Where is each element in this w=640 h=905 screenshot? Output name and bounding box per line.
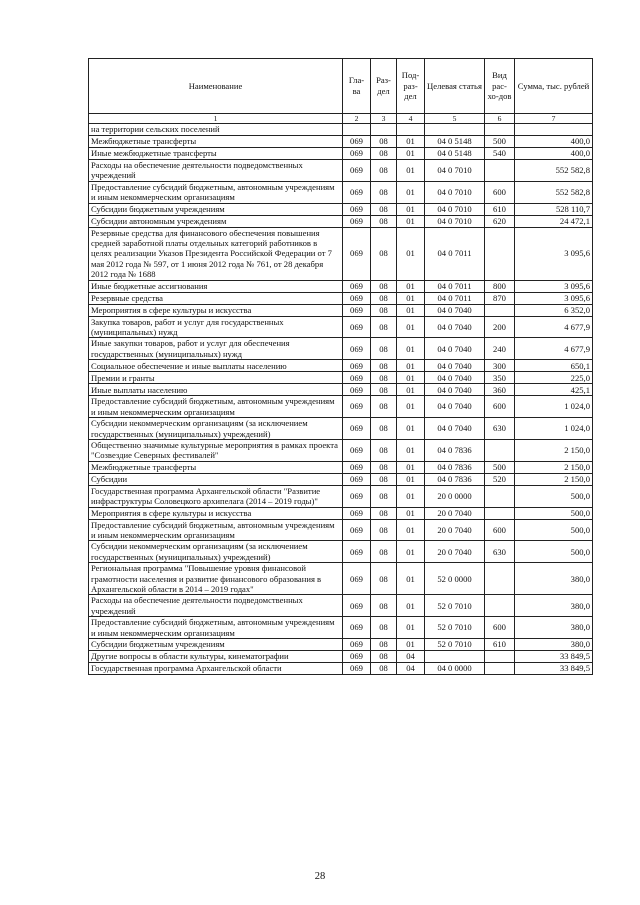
cell-name: Социальное обеспечение и иные выплаты населению [89, 360, 343, 372]
cell-chapter: 069 [343, 461, 371, 473]
cell-chapter: 069 [343, 136, 371, 148]
cell-expense-type: 630 [485, 541, 515, 563]
cell-section: 08 [371, 485, 397, 507]
table-row [89, 418, 593, 440]
cell-subsection: 01 [397, 595, 425, 617]
cell-section: 08 [371, 215, 397, 227]
cell-amount: 3 095,6 [515, 292, 593, 304]
table-row [89, 617, 593, 639]
cell-target: 04 0 7040 [425, 396, 485, 418]
budget-page [88, 58, 592, 675]
cell-subsection: 01 [397, 541, 425, 563]
cell-subsection: 01 [397, 519, 425, 541]
cell-expense-type: 800 [485, 280, 515, 292]
cell-expense-type [485, 651, 515, 663]
cell-section: 08 [371, 160, 397, 182]
table-row [89, 519, 593, 541]
cell-amount: 380,0 [515, 639, 593, 651]
cell-amount: 6 352,0 [515, 304, 593, 316]
cell-chapter: 069 [343, 148, 371, 160]
header-row [89, 59, 593, 114]
table-row [89, 304, 593, 316]
table-row [89, 124, 593, 136]
cell-amount: 4 677,9 [515, 338, 593, 360]
cell-subsection: 01 [397, 507, 425, 519]
cell-target: 04 0 7011 [425, 280, 485, 292]
table-row [89, 292, 593, 304]
cell-chapter: 069 [343, 473, 371, 485]
cell-target: 20 0 7040 [425, 519, 485, 541]
cell-expense-type: 600 [485, 519, 515, 541]
cell-section: 08 [371, 418, 397, 440]
cell-chapter: 069 [343, 485, 371, 507]
budget-table [88, 58, 593, 675]
cell-expense-type: 620 [485, 215, 515, 227]
cell-target: 04 0 7040 [425, 360, 485, 372]
table-row [89, 203, 593, 215]
cell-amount: 3 095,6 [515, 227, 593, 280]
cell-target: 04 0 7040 [425, 338, 485, 360]
cell-subsection: 01 [397, 215, 425, 227]
cell-section: 08 [371, 227, 397, 280]
cell-name: Расходы на обеспечение деятельности подведомственных учреждений [89, 160, 343, 182]
cell-name: Общественно значимые культурные мероприятия в рамках проекта "Созвездие Северных фестивалей" [89, 439, 343, 461]
cell-amount: 2 150,0 [515, 473, 593, 485]
table-row [89, 663, 593, 675]
cell-subsection: 01 [397, 563, 425, 595]
cell-section: 08 [371, 338, 397, 360]
cell-target: 20 0 7040 [425, 541, 485, 563]
cell-subsection: 01 [397, 639, 425, 651]
cell-expense-type: 520 [485, 473, 515, 485]
cell-target: 04 0 7010 [425, 215, 485, 227]
cell-target: 04 0 7836 [425, 473, 485, 485]
cell-chapter: 069 [343, 338, 371, 360]
cell-chapter: 069 [343, 304, 371, 316]
cell-chapter: 069 [343, 292, 371, 304]
column-number: 1 [89, 114, 343, 124]
cell-expense-type [485, 507, 515, 519]
table-row [89, 485, 593, 507]
column-number: 2 [343, 114, 371, 124]
cell-chapter: 069 [343, 617, 371, 639]
cell-amount: 500,0 [515, 485, 593, 507]
cell-target: 04 0 7040 [425, 372, 485, 384]
table-row [89, 148, 593, 160]
cell-name: Субсидии некоммерческим организациям (за исключением государственных (муниципальных) учреждений) [89, 541, 343, 563]
cell-name: Иные выплаты населению [89, 384, 343, 396]
cell-amount: 3 095,6 [515, 280, 593, 292]
cell-section: 08 [371, 519, 397, 541]
cell-subsection [397, 124, 425, 136]
cell-chapter: 069 [343, 384, 371, 396]
cell-amount: 500,0 [515, 519, 593, 541]
cell-expense-type: 500 [485, 136, 515, 148]
cell-section: 08 [371, 617, 397, 639]
header-chapter: Гла-ва [343, 59, 371, 114]
table-row [89, 384, 593, 396]
cell-amount: 425,1 [515, 384, 593, 396]
cell-amount: 500,0 [515, 541, 593, 563]
cell-amount: 2 150,0 [515, 461, 593, 473]
table-row [89, 651, 593, 663]
cell-expense-type: 870 [485, 292, 515, 304]
cell-subsection: 01 [397, 360, 425, 372]
header-target: Целевая статья [425, 59, 485, 114]
cell-target: 04 0 7040 [425, 384, 485, 396]
table-row [89, 507, 593, 519]
table-row [89, 215, 593, 227]
table-row [89, 227, 593, 280]
cell-expense-type: 630 [485, 418, 515, 440]
cell-chapter: 069 [343, 227, 371, 280]
header-amount: Сумма, тыс. рублей [515, 59, 593, 114]
cell-section: 08 [371, 304, 397, 316]
cell-expense-type [485, 124, 515, 136]
table-row [89, 473, 593, 485]
cell-name: Расходы на обеспечение деятельности подведомственных учреждений [89, 595, 343, 617]
cell-name: Субсидии [89, 473, 343, 485]
cell-amount: 528 110,7 [515, 203, 593, 215]
cell-section: 08 [371, 396, 397, 418]
table-row [89, 280, 593, 292]
cell-name: Субсидии некоммерческим организациям (за исключением государственных (муниципальных) учреждений) [89, 418, 343, 440]
cell-chapter: 069 [343, 181, 371, 203]
cell-name: Иные межбюджетные трансферты [89, 148, 343, 160]
cell-section: 08 [371, 360, 397, 372]
cell-target: 04 0 5148 [425, 148, 485, 160]
cell-target: 52 0 7010 [425, 639, 485, 651]
cell-subsection: 01 [397, 485, 425, 507]
cell-chapter: 069 [343, 519, 371, 541]
column-number: 5 [425, 114, 485, 124]
cell-subsection: 01 [397, 227, 425, 280]
cell-subsection: 01 [397, 292, 425, 304]
cell-chapter: 069 [343, 418, 371, 440]
cell-subsection: 01 [397, 203, 425, 215]
cell-expense-type [485, 563, 515, 595]
cell-name: Мероприятия в сфере культуры и искусства [89, 304, 343, 316]
cell-amount: 380,0 [515, 595, 593, 617]
cell-name: Другие вопросы в области культуры, кинематографии [89, 651, 343, 663]
cell-name: Межбюджетные трансферты [89, 136, 343, 148]
table-row [89, 372, 593, 384]
cell-section: 08 [371, 595, 397, 617]
cell-target: 04 0 7836 [425, 461, 485, 473]
column-number-row [89, 114, 593, 124]
cell-name: Государственная программа Архангельской области "Развитие инфраструктуры Соловецкого архипелага (2014 – 2019 годы)" [89, 485, 343, 507]
cell-chapter: 069 [343, 651, 371, 663]
cell-amount: 2 150,0 [515, 439, 593, 461]
cell-section: 08 [371, 473, 397, 485]
cell-target: 04 0 7011 [425, 227, 485, 280]
cell-section: 08 [371, 136, 397, 148]
column-number: 6 [485, 114, 515, 124]
cell-amount [515, 124, 593, 136]
cell-amount: 650,1 [515, 360, 593, 372]
cell-chapter: 069 [343, 595, 371, 617]
cell-section: 08 [371, 203, 397, 215]
table-row [89, 338, 593, 360]
cell-subsection: 01 [397, 396, 425, 418]
cell-expense-type: 540 [485, 148, 515, 160]
cell-section: 08 [371, 384, 397, 396]
cell-subsection: 01 [397, 473, 425, 485]
cell-expense-type: 240 [485, 338, 515, 360]
cell-target: 20 0 0000 [425, 485, 485, 507]
cell-target: 04 0 0000 [425, 663, 485, 675]
cell-chapter: 069 [343, 160, 371, 182]
cell-target: 04 0 7040 [425, 418, 485, 440]
cell-amount: 225,0 [515, 372, 593, 384]
table-row [89, 439, 593, 461]
cell-chapter: 069 [343, 563, 371, 595]
cell-amount: 33 849,5 [515, 651, 593, 663]
cell-amount: 1 024,0 [515, 418, 593, 440]
cell-target: 52 0 7010 [425, 617, 485, 639]
table-row [89, 595, 593, 617]
cell-chapter: 069 [343, 541, 371, 563]
cell-expense-type [485, 439, 515, 461]
cell-section: 08 [371, 439, 397, 461]
cell-subsection: 01 [397, 338, 425, 360]
cell-amount: 33 849,5 [515, 663, 593, 675]
cell-target: 04 0 7011 [425, 292, 485, 304]
cell-name: Премии и гранты [89, 372, 343, 384]
cell-amount: 400,0 [515, 148, 593, 160]
cell-target: 52 0 7010 [425, 595, 485, 617]
cell-amount: 24 472,1 [515, 215, 593, 227]
cell-name: Предоставление субсидий бюджетным, автономным учреждениям и иным некоммерческим организациям [89, 519, 343, 541]
table-row [89, 181, 593, 203]
cell-subsection: 01 [397, 316, 425, 338]
table-row [89, 396, 593, 418]
cell-subsection: 04 [397, 663, 425, 675]
cell-expense-type [485, 663, 515, 675]
cell-section: 08 [371, 651, 397, 663]
cell-subsection: 01 [397, 280, 425, 292]
cell-name: Иные закупки товаров, работ и услуг для обеспечения государственных (муниципальных) нужд [89, 338, 343, 360]
table-row [89, 136, 593, 148]
cell-chapter: 069 [343, 372, 371, 384]
cell-name: Иные бюджетные ассигнования [89, 280, 343, 292]
cell-name: Региональная программа "Повышение уровня финансовой грамотности населения и развитие финансового образования в Архангельской области в 2014 – 2019 годах" [89, 563, 343, 595]
cell-section: 08 [371, 507, 397, 519]
cell-amount: 1 024,0 [515, 396, 593, 418]
header-subsection: Под-раз-дел [397, 59, 425, 114]
cell-name: на территории сельских поселений [89, 124, 343, 136]
cell-expense-type: 300 [485, 360, 515, 372]
cell-chapter: 069 [343, 203, 371, 215]
table-row [89, 360, 593, 372]
cell-section: 08 [371, 639, 397, 651]
cell-expense-type: 600 [485, 181, 515, 203]
column-number: 7 [515, 114, 593, 124]
cell-section [371, 124, 397, 136]
cell-name: Субсидии автономным учреждениям [89, 215, 343, 227]
cell-subsection: 01 [397, 418, 425, 440]
cell-target: 04 0 7836 [425, 439, 485, 461]
cell-name: Закупка товаров, работ и услуг для государственных (муниципальных) нужд [89, 316, 343, 338]
cell-subsection: 01 [397, 372, 425, 384]
header-expense-type: Вид рас-хо-дов [485, 59, 515, 114]
cell-amount: 4 677,9 [515, 316, 593, 338]
column-number: 3 [371, 114, 397, 124]
cell-subsection: 01 [397, 439, 425, 461]
cell-target: 04 0 7010 [425, 203, 485, 215]
cell-chapter: 069 [343, 507, 371, 519]
cell-name: Предоставление субсидий бюджетным, автономным учреждениям и иным некоммерческим организациям [89, 396, 343, 418]
cell-section: 08 [371, 181, 397, 203]
cell-target [425, 651, 485, 663]
cell-subsection: 04 [397, 651, 425, 663]
cell-amount: 552 582,8 [515, 160, 593, 182]
cell-chapter: 069 [343, 396, 371, 418]
cell-chapter [343, 124, 371, 136]
cell-subsection: 01 [397, 136, 425, 148]
table-row [89, 563, 593, 595]
cell-section: 08 [371, 372, 397, 384]
cell-subsection: 01 [397, 304, 425, 316]
page-number: 28 [314, 871, 326, 882]
cell-expense-type [485, 227, 515, 280]
cell-subsection: 01 [397, 461, 425, 473]
cell-chapter: 069 [343, 663, 371, 675]
table-row [89, 316, 593, 338]
cell-subsection: 01 [397, 617, 425, 639]
cell-expense-type [485, 160, 515, 182]
cell-name: Предоставление субсидий бюджетным, автономным учреждениям и иным некоммерческим организациям [89, 617, 343, 639]
cell-target: 04 0 7040 [425, 316, 485, 338]
cell-target [425, 124, 485, 136]
cell-expense-type [485, 595, 515, 617]
cell-target: 04 0 7040 [425, 304, 485, 316]
cell-chapter: 069 [343, 280, 371, 292]
cell-target: 20 0 7040 [425, 507, 485, 519]
cell-expense-type [485, 485, 515, 507]
cell-section: 08 [371, 461, 397, 473]
table-row [89, 461, 593, 473]
cell-amount: 380,0 [515, 617, 593, 639]
cell-target: 52 0 0000 [425, 563, 485, 595]
cell-target: 04 0 5148 [425, 136, 485, 148]
column-number: 4 [397, 114, 425, 124]
cell-section: 08 [371, 280, 397, 292]
cell-section: 08 [371, 316, 397, 338]
table-row [89, 160, 593, 182]
cell-expense-type: 500 [485, 461, 515, 473]
cell-chapter: 069 [343, 360, 371, 372]
cell-amount: 500,0 [515, 507, 593, 519]
cell-subsection: 01 [397, 384, 425, 396]
cell-section: 08 [371, 663, 397, 675]
table-row [89, 639, 593, 651]
cell-section: 08 [371, 541, 397, 563]
cell-expense-type: 600 [485, 617, 515, 639]
cell-name: Резервные средства для финансового обеспечения повышения средней заработной платы отдельных категорий работников в целях реализации Указов Президента Российской Федерации от 7 мая 2012 года № 597, от 1 июня 2012 года № 761, от 28 декабря 2012 года № 1688 [89, 227, 343, 280]
cell-amount: 552 582,8 [515, 181, 593, 203]
cell-name: Государственная программа Архангельской области [89, 663, 343, 675]
cell-name: Субсидии бюджетным учреждениям [89, 639, 343, 651]
cell-subsection: 01 [397, 160, 425, 182]
cell-section: 08 [371, 563, 397, 595]
cell-expense-type [485, 304, 515, 316]
cell-chapter: 069 [343, 215, 371, 227]
cell-amount: 380,0 [515, 563, 593, 595]
cell-name: Субсидии бюджетным учреждениям [89, 203, 343, 215]
cell-name: Межбюджетные трансферты [89, 461, 343, 473]
cell-expense-type: 600 [485, 396, 515, 418]
cell-expense-type: 350 [485, 372, 515, 384]
header-name: Наименование [89, 59, 343, 114]
table-body [89, 124, 593, 675]
cell-name: Предоставление субсидий бюджетным, автономным учреждениям и иным некоммерческим организациям [89, 181, 343, 203]
header-section: Раз-дел [371, 59, 397, 114]
cell-expense-type: 200 [485, 316, 515, 338]
cell-expense-type: 610 [485, 639, 515, 651]
cell-chapter: 069 [343, 439, 371, 461]
cell-amount: 400,0 [515, 136, 593, 148]
cell-name: Мероприятия в сфере культуры и искусства [89, 507, 343, 519]
cell-subsection: 01 [397, 181, 425, 203]
cell-chapter: 069 [343, 316, 371, 338]
cell-subsection: 01 [397, 148, 425, 160]
cell-target: 04 0 7010 [425, 160, 485, 182]
cell-expense-type: 610 [485, 203, 515, 215]
cell-name: Резервные средства [89, 292, 343, 304]
cell-chapter: 069 [343, 639, 371, 651]
cell-section: 08 [371, 292, 397, 304]
table-row [89, 541, 593, 563]
cell-section: 08 [371, 148, 397, 160]
cell-expense-type: 360 [485, 384, 515, 396]
cell-target: 04 0 7010 [425, 181, 485, 203]
